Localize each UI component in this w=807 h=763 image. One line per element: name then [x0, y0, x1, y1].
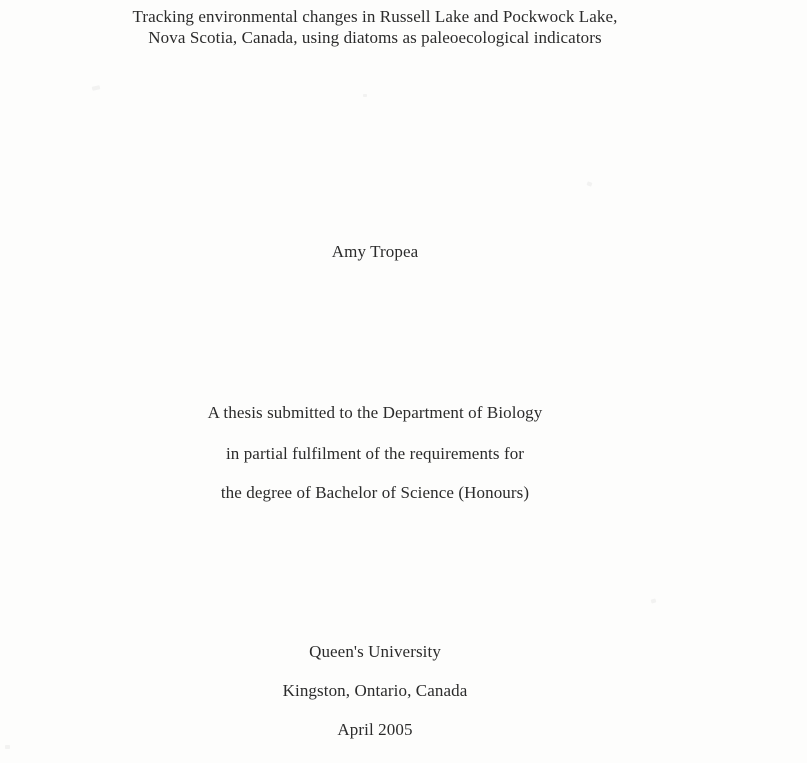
author-name: Amy Tropea: [331, 242, 419, 261]
scan-artifact: [5, 745, 10, 749]
scan-artifact: [586, 181, 592, 186]
institution-location: Kingston, Ontario, Canada: [282, 681, 468, 700]
scan-artifact: [363, 94, 367, 97]
submission-line2: in partial fulfilment of the requirements for: [225, 444, 525, 463]
thesis-title-line2: Nova Scotia, Canada, using diatoms as paleoecological indicators: [148, 28, 602, 47]
thesis-title-line1: Tracking environmental changes in Russell Lake and Pockwock Lake,: [132, 7, 618, 26]
submission-line3: the degree of Bachelor of Science (Honours): [220, 483, 530, 502]
scan-artifact: [651, 598, 657, 603]
institution-name: Queen's University: [309, 642, 441, 661]
publication-date: April 2005: [337, 720, 413, 739]
submission-line1: A thesis submitted to the Department of Biology: [207, 403, 543, 422]
scan-artifact: [92, 85, 101, 91]
